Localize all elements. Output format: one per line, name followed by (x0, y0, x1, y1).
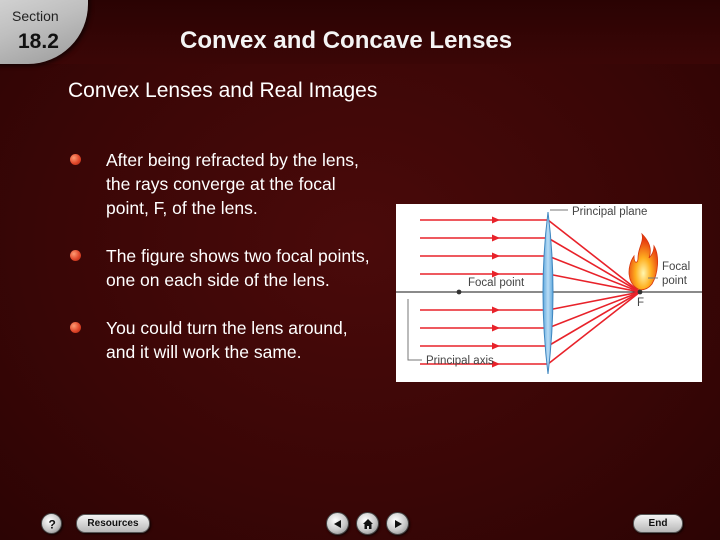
left-focal-point-label: Focal point (468, 277, 525, 289)
principal-axis-label: Principal axis (426, 355, 494, 367)
bullet-text: After being refracted by the lens, the rays converge at the focal point, F, of the lens. (106, 150, 359, 218)
principal-plane-label: Principal plane (572, 206, 648, 218)
section-label: Section (12, 8, 59, 24)
triangle-left-icon (333, 519, 343, 529)
bottom-toolbar (0, 506, 720, 540)
right-focal-point-label-line2: point (662, 275, 687, 287)
slide-subtitle: Convex Lenses and Real Images (68, 79, 378, 102)
back-button[interactable] (326, 512, 349, 535)
forward-button[interactable] (386, 512, 409, 535)
left-focal-point-dot (457, 290, 462, 295)
f-label: F (637, 297, 645, 309)
bullet-icon (70, 154, 81, 165)
slide-title: Convex and Concave Lenses (180, 27, 513, 54)
house-icon (362, 518, 374, 530)
convex-lens (543, 212, 553, 374)
section-number: 18.2 (18, 30, 59, 53)
end-button[interactable]: End (633, 514, 683, 533)
principal-axis-bracket (408, 299, 422, 360)
home-button[interactable] (356, 512, 379, 535)
bullet-item (70, 316, 380, 364)
help-button[interactable] (41, 513, 62, 534)
question-mark-icon (46, 518, 58, 530)
bullet-icon (70, 322, 81, 333)
right-focal-point-label-line1: Focal (662, 261, 691, 273)
bullet-text: You could turn the lens around, and it will work the same. (106, 318, 348, 362)
lens-diagram (396, 204, 702, 382)
bullet-text: The figure shows two focal points, one on each side of the lens. (106, 246, 370, 290)
svg-text:?: ? (48, 517, 56, 530)
convex-lens-figure (396, 204, 702, 382)
resources-button[interactable]: Resources (76, 514, 150, 533)
bullet-item (70, 244, 380, 292)
bullet-icon (70, 250, 81, 261)
triangle-right-icon (393, 519, 403, 529)
flame-icon (629, 234, 658, 290)
right-focal-point-dot (638, 290, 643, 295)
bullet-item (70, 148, 380, 220)
bullet-list (70, 148, 380, 388)
